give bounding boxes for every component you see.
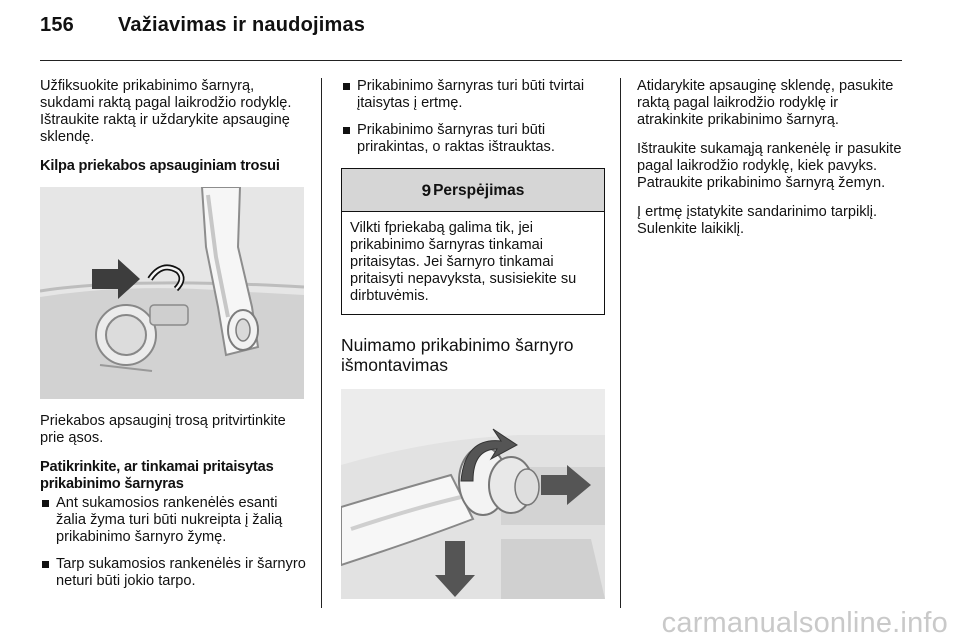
bullet-text: Prikabinimo šarnyras turi būti tvirtai įtaisytas į ertmę. — [357, 78, 585, 111]
column-divider-2 — [620, 78, 621, 608]
illustration-towbar-removal — [341, 389, 605, 599]
check-bullet-2 — [40, 556, 306, 590]
warning-title: Perspėjimas — [433, 181, 525, 199]
check-bullet-1 — [40, 495, 306, 546]
paragraph-pull-knob: Ištraukite sukamąją rankenėlę ir pasukite pagal laikrodžio rodyklę, kiek pavyks. Patraukite prikabinimo šarnyrą žemyn. — [637, 141, 902, 191]
page-title: Važiavimas ir naudojimas — [118, 14, 366, 36]
warning-box — [341, 168, 605, 315]
column-middle — [341, 78, 605, 613]
bullet-square-icon — [42, 500, 49, 507]
illustration-towbar-eye — [40, 187, 304, 399]
paragraph-unlock: Atidarykite apsauginę sklendę, pasukite raktą pagal laikrodžio rodyklę ir atrakinkite prikabinimo šarnyrą. — [637, 78, 894, 128]
bullet-square-icon — [343, 83, 350, 90]
cable-instruction: Priekabos apsauginį trosą pritvirtinkite prie ąsos. — [40, 413, 286, 446]
bullet-square-icon — [42, 561, 49, 568]
header-rule — [40, 60, 902, 61]
fit-bullet-1 — [341, 78, 605, 112]
heading-removal: Nuimamo prikabinimo šarnyro išmontavimas — [341, 335, 574, 375]
bullet-text: Prikabinimo šarnyras turi būti prirakintas, o raktas ištrauktas. — [357, 122, 555, 155]
warning-text: Vilkti fpriekabą galima tik, jei prikabinimo šarnyras tinkamai pritaisytas. Jei šarnyro tinkamai pritaisyti nepavyksta, susisiekite su dirbtuvėmis. — [350, 220, 577, 304]
heading-check-towbar: Patikrinkite, ar tinkamai pritaisytas prikabinimo šarnyras — [40, 459, 274, 492]
page-header — [40, 14, 365, 37]
figure-removal — [341, 389, 605, 599]
warning-icon: 9 — [421, 180, 432, 200]
bullet-text: Tarp sukamosios rankenėlės ir šarnyro neturi būti jokio tarpo. — [56, 556, 306, 589]
paragraph-seal: Į ertmę įstatykite sandarinimo tarpiklį. Sulenkite laikiklį. — [637, 204, 878, 237]
column-right — [637, 78, 905, 250]
heading-safety-cable-eye: Kilpa priekabos apsauginiam trosui — [40, 158, 280, 174]
fit-bullet-2 — [341, 122, 605, 156]
column-left — [40, 78, 306, 600]
bullet-text: Ant sukamosios rankenėlės esanti žalia žyma turi būti nukreipta į žalią prikabinimo šarnyro žymę. — [56, 495, 283, 545]
bullet-square-icon — [343, 127, 350, 134]
watermark: carmanualsonline.info — [661, 607, 948, 639]
column-divider-1 — [321, 78, 322, 608]
warning-header — [342, 169, 604, 212]
figure-safety-cable-eye — [40, 187, 304, 399]
intro-paragraph: Užfiksuokite prikabinimo šarnyrą, sukdami raktą pagal laikrodžio rodyklę. Ištraukite raktą ir uždarykite apsauginę sklendę. — [40, 78, 292, 145]
page-number: 156 — [40, 14, 74, 36]
